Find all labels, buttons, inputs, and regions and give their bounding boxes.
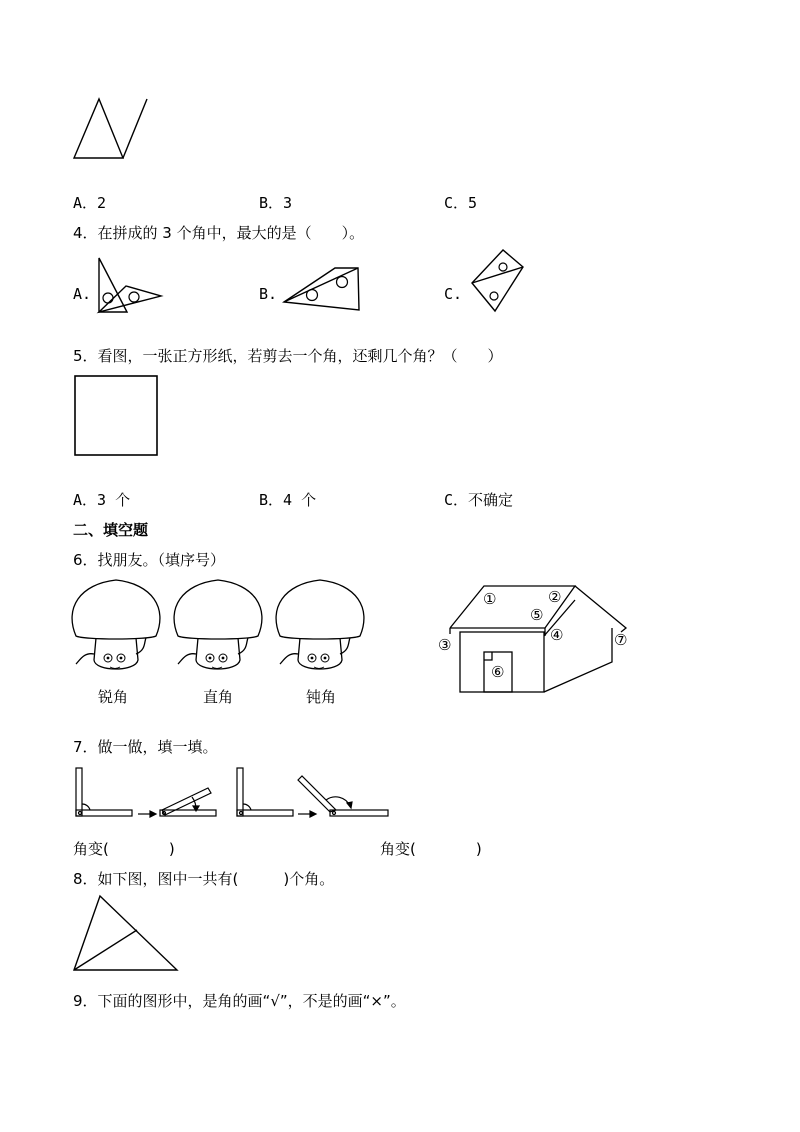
section-title-fill-in: 二、填空题	[73, 521, 149, 539]
mushroom-label-obtuse: 钝角	[306, 688, 337, 706]
q5-option-a[interactable]: A．3 个	[73, 491, 131, 509]
q6-question-text: 6．找朋友。（填序号）	[73, 551, 226, 569]
q7-right-answer-blank[interactable]: 角变( )	[380, 840, 482, 858]
house-mark-5: ⑤	[530, 606, 544, 624]
q7-left-answer-blank[interactable]: 角变( )	[73, 840, 175, 858]
mushroom-label-right: 直角	[203, 688, 234, 706]
q7-question-text: 7．做一做，填一填。	[73, 738, 218, 756]
q4-label-b[interactable]: B.	[259, 285, 278, 303]
q3-option-b[interactable]: B．3	[259, 194, 293, 212]
house-mark-4: ④	[550, 626, 564, 644]
q5-option-c[interactable]: C．不确定	[444, 491, 514, 509]
q3-option-a[interactable]: A．2	[73, 194, 107, 212]
mushroom-label-acute: 锐角	[98, 688, 129, 706]
house-mark-1: ①	[483, 590, 497, 608]
house-mark-2: ②	[548, 588, 562, 606]
house-mark-6: ⑥	[491, 663, 505, 681]
q4-label-c[interactable]: C.	[444, 285, 463, 303]
q4-label-a[interactable]: A.	[73, 285, 92, 303]
q9-question-text: 9．下面的图形中，是角的画“√”，不是的画“×”。	[73, 992, 406, 1010]
q4-question-text: 4．在拼成的 3 个角中，最大的是（ ）。	[73, 224, 365, 242]
house-mark-3: ③	[438, 636, 452, 654]
q5-option-b[interactable]: B．4 个	[259, 491, 317, 509]
q8-question-text: 8．如下图，图中一共有( )个角。	[73, 870, 335, 888]
house-mark-7: ⑦	[614, 631, 628, 649]
q5-question-text: 5．看图，一张正方形纸，若剪去一个角，还剩几个角？（ ）	[73, 347, 503, 365]
q3-option-c[interactable]: C．5	[444, 194, 478, 212]
